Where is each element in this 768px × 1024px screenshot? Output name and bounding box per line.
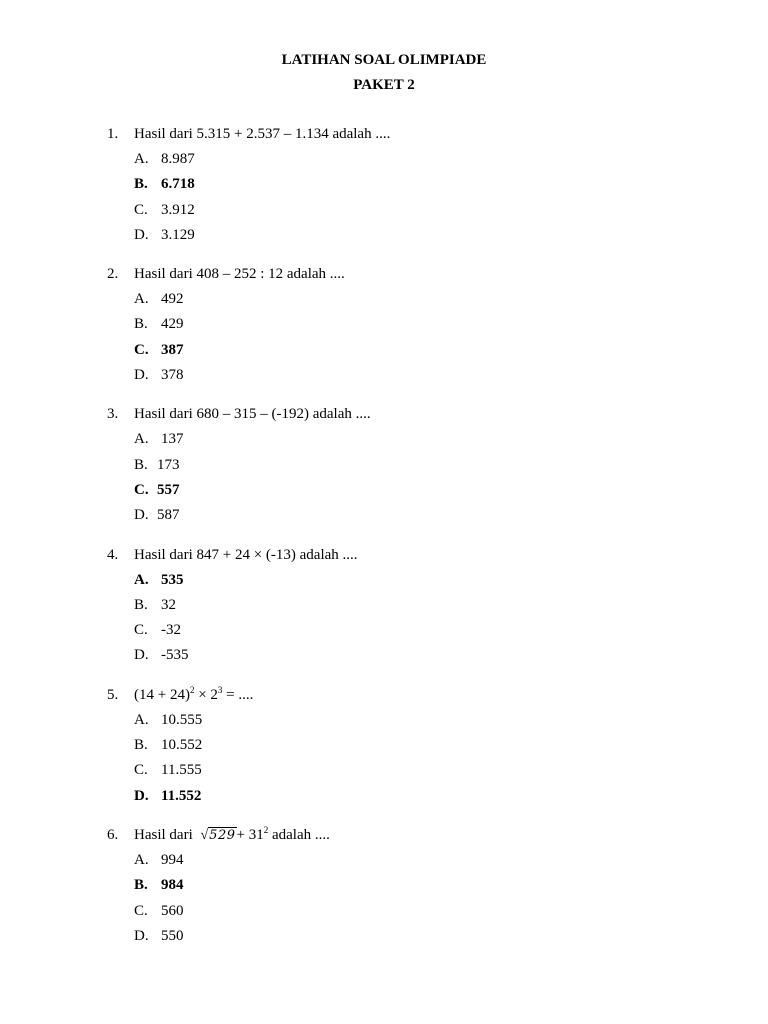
- option-letter: A.: [134, 851, 149, 868]
- option-letter: B.: [134, 456, 148, 473]
- option-value: 32: [161, 596, 176, 613]
- question-5: [0, 685, 768, 811]
- option-letter: D.: [134, 927, 149, 944]
- option-letter: D.: [134, 647, 149, 664]
- option-value: 492: [161, 291, 184, 308]
- option-value: 984: [161, 877, 184, 894]
- option-letter: D.: [134, 226, 149, 243]
- option-letter: A.: [134, 571, 149, 588]
- question-stem: [0, 124, 768, 149]
- option-d: [0, 365, 768, 390]
- title-line-1: LATIHAN SOAL OLIMPIADE: [281, 52, 487, 68]
- option-letter: C.: [134, 201, 148, 218]
- square-root: [200, 825, 236, 846]
- question-stem: [0, 404, 768, 429]
- expression-end: adalah ....: [271, 826, 330, 843]
- option-d: [0, 786, 768, 811]
- option-a: [0, 570, 768, 595]
- document-title: [0, 50, 768, 100]
- option-value: 3.912: [161, 201, 195, 218]
- question-number: 6.: [107, 826, 119, 843]
- option-c: [0, 901, 768, 926]
- question-number: 4.: [107, 546, 119, 563]
- option-letter: D.: [134, 787, 149, 804]
- option-value: 3.129: [161, 226, 195, 243]
- question-text: Hasil dari 5.315 + 2.537 – 1.134 adalah ....: [134, 126, 391, 142]
- option-letter: B.: [134, 176, 148, 193]
- option-value: 560: [161, 902, 184, 919]
- question-list: [0, 124, 768, 965]
- expression-end: = ....: [226, 686, 254, 703]
- option-b: [0, 875, 768, 900]
- option-b: [0, 455, 768, 480]
- question-stem: [0, 825, 768, 850]
- question-1: [0, 124, 768, 250]
- option-value: 429: [161, 316, 184, 333]
- exponent: 2: [263, 824, 269, 835]
- option-letter: A.: [134, 711, 149, 728]
- option-d: [0, 645, 768, 670]
- question-text: [134, 825, 330, 846]
- option-a: [0, 710, 768, 735]
- expression-mid: × 2: [198, 686, 218, 703]
- option-c: [0, 480, 768, 505]
- option-letter: B.: [134, 877, 148, 894]
- expression-base: (14 + 24): [134, 686, 190, 703]
- option-a: [0, 429, 768, 454]
- option-c: [0, 760, 768, 785]
- option-letter: A.: [134, 431, 149, 448]
- option-value: 550: [161, 927, 184, 944]
- option-letter: C.: [134, 481, 149, 498]
- question-stem: [0, 685, 768, 710]
- option-value: 11.555: [161, 762, 202, 779]
- option-a: [0, 149, 768, 174]
- option-value: 587: [157, 507, 180, 524]
- option-value: 10.552: [161, 737, 203, 754]
- option-value: 378: [161, 367, 184, 384]
- option-value: 535: [161, 571, 184, 588]
- option-b: [0, 595, 768, 620]
- option-c: [0, 200, 768, 225]
- option-value: 8.987: [161, 151, 195, 167]
- question-stem: [0, 545, 768, 570]
- question-number: 2.: [107, 266, 119, 283]
- option-letter: C.: [134, 622, 148, 639]
- option-letter: C.: [134, 762, 148, 779]
- question-number: 5.: [107, 686, 119, 703]
- question-3: [0, 404, 768, 530]
- option-a: [0, 850, 768, 875]
- option-letter: C.: [134, 902, 148, 919]
- option-a: [0, 289, 768, 314]
- option-c: [0, 340, 768, 365]
- title-line-2: PAKET 2: [353, 77, 415, 93]
- option-b: [0, 314, 768, 339]
- question-2: [0, 264, 768, 390]
- question-text: [134, 685, 253, 705]
- option-letter: A.: [134, 151, 149, 167]
- option-d: [0, 505, 768, 530]
- option-letter: B.: [134, 596, 148, 613]
- exponent: 2: [189, 684, 195, 695]
- question-text: Hasil dari 847 + 24 × (-13) adalah ....: [134, 546, 358, 563]
- expression-start: Hasil dari: [134, 826, 193, 843]
- question-4: [0, 545, 768, 671]
- question-stem: [0, 264, 768, 289]
- option-value: 11.552: [161, 787, 202, 804]
- option-value: -535: [161, 647, 189, 664]
- option-value: 10.555: [161, 711, 203, 728]
- expression-mid: + 31: [236, 826, 264, 843]
- option-value: 994: [161, 851, 184, 868]
- option-letter: B.: [134, 316, 148, 333]
- question-text: Hasil dari 680 – 315 – (-192) adalah ....: [134, 406, 371, 423]
- option-letter: D.: [134, 367, 149, 384]
- question-number: 3.: [107, 406, 119, 423]
- option-d: [0, 225, 768, 250]
- radicand: 529: [209, 827, 236, 843]
- square-root-icon: √: [200, 827, 209, 843]
- option-b: [0, 735, 768, 760]
- option-c: [0, 620, 768, 645]
- option-letter: C.: [134, 341, 149, 358]
- option-value: 557: [157, 481, 180, 498]
- option-value: -32: [161, 622, 181, 639]
- question-text: Hasil dari 408 – 252 : 12 adalah ....: [134, 266, 345, 283]
- option-value: 137: [161, 431, 184, 448]
- option-value: 6.718: [161, 176, 195, 193]
- option-value: 173: [157, 456, 180, 473]
- option-b: [0, 174, 768, 199]
- question-6: [0, 825, 768, 951]
- question-number: 1.: [107, 126, 119, 142]
- option-value: 387: [161, 341, 184, 358]
- option-letter: A.: [134, 291, 149, 308]
- option-letter: B.: [134, 737, 148, 754]
- exponent: 3: [217, 684, 223, 695]
- option-d: [0, 926, 768, 951]
- option-letter: D.: [134, 507, 149, 524]
